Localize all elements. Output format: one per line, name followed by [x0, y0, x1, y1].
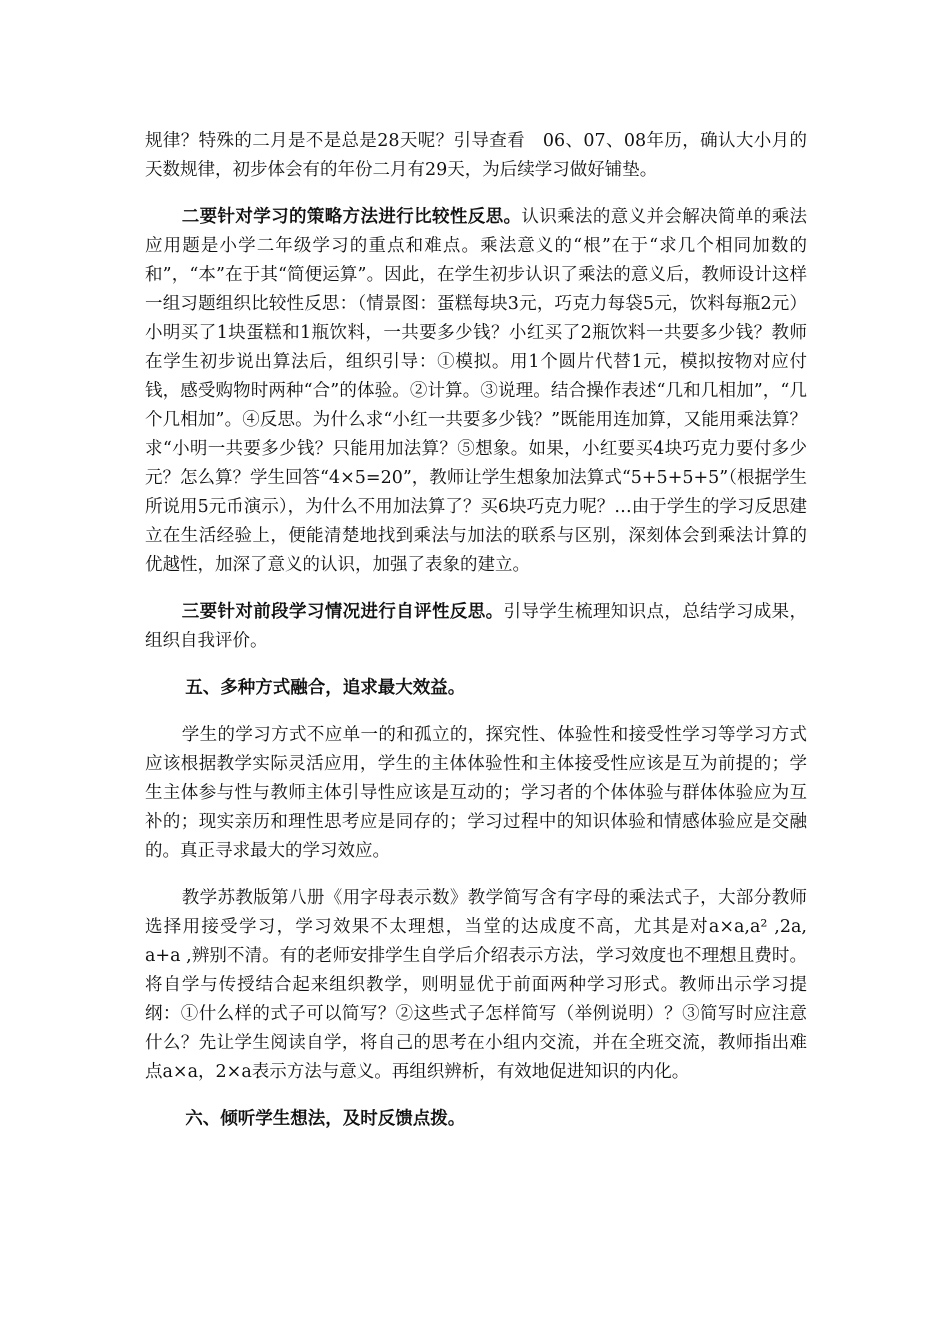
- section-heading-five: 五、多种方式融合，追求最大效益。: [185, 678, 466, 698]
- paragraph-text: 教学苏教版第八册《用字母表示数》教学简写含有字母的乘法式子，大部分教师选择用接受学习，学习效果不太理想，当堂的达成度不高，尤其是对a×a,a² ,2a, a+a ,辨别不清。有的老师安排学生自学后介绍表示方法，学习效度也不理想且费时。将自学与传授结合起来组织教学，则明显优于前面两种学习形式。教师出示学习提纲：①什么样的式子可以简写？②这些式子怎样简写（举例说明）？③简写时应注意什么？先让学生阅读自学，将自己的思考在小组内交流，并在全班交流，教师指出难点a×a，2×a表示方法与意义。再组织辨析，有效地促进知识的内化。: [145, 888, 807, 1082]
- paragraph-lead-bold: 三要针对前段学习情况进行自评性反思。: [181, 602, 504, 622]
- paragraph-self-evaluation: [145, 598, 807, 656]
- paragraph-leap-year: [145, 127, 807, 185]
- paragraph-text: 认识乘法的意义并会解决简单的乘法应用题是小学二年级学习的重点和难点。乘法意义的“根”在于“求几个相同加数的和”，“本”在于其“简便运算”。因此，在学生初步认识了乘法的意义后，教师设计这样一组习题组织比较性反思：（情景图：蛋糕每块3元，巧克力每袋5元，饮料每瓶2元）小明买了1块蛋糕和1瓶饮料，一共要多少钱？小红买了2瓶饮料一共要多少钱？教师在学生初步说出算法后，组织引导：①模拟。用1个圆片代替1元，模拟按物对应付钱，感受购物时两种“合”的体验。②计算。③说理。结合操作表述“几和几相加”，“几个几相加”。④反思。为什么求“小红一共要多少钱？”既能用连加算，又能用乘法算？求“小明一共要多少钱？只能用加法算？⑤想象。如果，小红要买4块巧克力要付多少元？怎么算？学生回答“4×5=20”，教师让学生想象加法算式“5+5+5+5”（根据学生所说用5元币演示），为什么不用加法算了？买6块巧克力呢？…由于学生的学习反思建立在生活经验上，便能清楚地找到乘法与加法的联系与区别，深刻体会到乘法计算的优越性，加深了意义的认识，加强了表象的建立。: [145, 207, 807, 575]
- paragraph-letter-notation: [145, 884, 807, 1087]
- paragraph-text: 学生的学习方式不应单一的和孤立的，探究性、体验性和接受性学习等学习方式应该根据教学实际灵活应用，学生的主体体验性和主体接受性应该是互为前提的；学生主体参与性与教师主体引导性应该是互动的；学习者的个体体验与群体体验应为互补的；现实亲历和理性思考应是同存的；学习过程中的知识体验和情感体验应是交融的。真正寻求最大的学习效应。: [145, 725, 807, 861]
- document-body: [145, 127, 807, 1134]
- paragraph-text: 规律？特殊的二月是不是总是28天呢？引导查看 06、07、08年历，确认大小月的天数规律，初步体会有的年份二月有29天，为后续学习做好铺垫。: [145, 131, 807, 180]
- paragraph-lead-bold: 二要针对学习的策略方法进行比较性反思。: [181, 207, 522, 227]
- paragraph-learning-modes: [145, 721, 807, 866]
- paragraph-strategy-reflection: [145, 203, 807, 580]
- paragraph-text: 引导学生梳理知识点，总结学习成果，组织自我评价。: [145, 602, 807, 651]
- section-heading-six: 六、倾听学生想法，及时反馈点拨。: [185, 1109, 466, 1129]
